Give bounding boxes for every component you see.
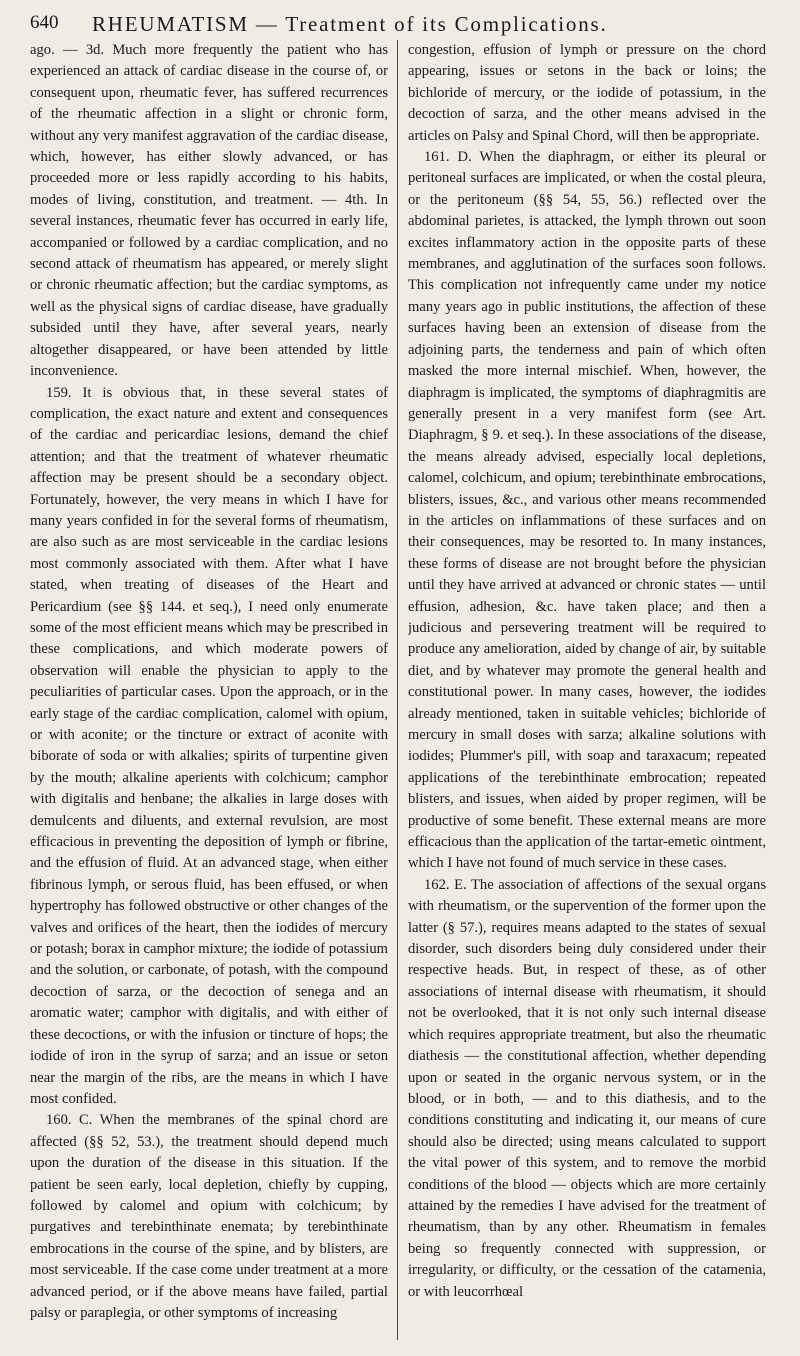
paragraph-160: 160. C. When the membranes of the spinal chord are affected (§§ 52, 53.), the treatment should depend much upon the duration of the disease in this situation. If the patient be seen early, local depletion, chiefly by cupping, followed by calomel and opium with colchicum; by purgatives and terebinthinate enemata; by terebinthinate embrocations in the course of the spine, and by blisters, are most serviceable. If the case come under treatment at a more advanced period, or if the above means have failed, partial palsy or paraplegia, or other symptoms of increasing <box>30 1112 388 1321</box>
text-columns <box>30 40 776 1340</box>
running-title: RHEUMATISM — Treatment of its Complications. <box>92 12 608 36</box>
paragraph-158-continued: ago. — 3d. Much more frequently the patient who has experienced an attack of cardiac disease in the course of, or consequent upon, rheumatic fever, has suffered recurrences of the rheumatic affection in a slight or chronic form, without any very manifest aggravation of the cardiac disease, which, however, has either slowly advanced, or has proceeded more or less rapidly according to his habits, modes of living, constitution, and treatment. — 4th. In several instances, rheumatic fever has occurred in early life, accompanied or followed by a cardiac complication, and no second attack of rheumatism has appeared, or merely slight or chronic rheumatic affection; but the cardiac symptoms, as well as the physical signs of cardiac disease, have gradually subsided until they have, after several years, nearly altogether disappeared, or have been attended by little inconvenience. <box>30 42 388 380</box>
column-divider <box>397 40 398 1340</box>
paragraph-162: 162. E. The association of affections of the sexual organs with rheumatism, or the supervention of the former upon the latter (§ 57.), requires means adapted to the states of sexual disorder, such disorders being duly considered under their respective heads. But, in respect of these, as of other associations of internal disease with rheumatism, it should not be overlooked, that it is not only such internal disease which requires appropriate treatment, but also the rheumatic diathesis — the constitutional affection, whether depending upon or seated in the organic nervous system, or in the blood, or in both, — and to this diathesis, and to the conditions constituting and indicating it, our means of cure should also be directed; using means calculated to support the vital power of this system, and to remove the morbid conditions of the blood — objects which are more certainly attained by the remedies I have advised for the treatment of rheumatism, than by any other. Rheumatism in females being so frequently connected with suppression, or irregularity, or difficulty, or the cessation of the catamenia, or with leucorrhœal <box>408 876 766 1300</box>
page-header <box>30 12 772 36</box>
paragraph-161: 161. D. When the diaphragm, or either its pleural or peritoneal surfaces are implicated, or when the costal pleura, or the peritoneum (§§ 54, 55, 56.) reflected over the abdominal parietes, is attacked, the lymph thrown out soon excites inflammatory action in the opposite parts of these membranes, and agglutination of the surfaces soon follows. This complication not infrequently came under my notice many years ago in public institutions, the affection of these surfaces having been an extension of disease from the adjoining parts, the tenderness and pain of which often masked the more internal mischief. When, however, the diaphragm is implicated, the symptoms of diaphragmitis are generally present in a very manifest form (see Art. Diaphragm, § 9. et seq.). In these associations of the disease, the means already advised, especially local depletions, calomel, colchicum, and opium; terebinthinate embrocations, blisters, issues, &c., and various other means recommended in the articles on inflammations of these surfaces and on their consequences, may be resorted to. In many instances, these forms of disease are not brought before the physician until they have arrived at advanced or chronic states — until effusion, adhesion, &c. have taken place; and then a judicious and persevering treatment will be required to produce any amelioration, aided by change of air, by suitable diet, and by whatever may promote the general health and constitutional power. In many cases, however, the iodides already mentioned, taken in suitable vehicles; bichloride of mercury in small doses with sarza; alkaline solutions with iodides; Plummer's pill, with soap and taraxacum; repeated applications of the terebinthinate embrocation; repeated blisters, and issues, when aided by proper regimen, will be productive of some benefit. These external means are more efficacious than the application of the tartar-emetic ointment, which I have not found of much service in these cases. <box>408 149 766 872</box>
left-column <box>30 40 388 1340</box>
paragraph-160-continued: congestion, effusion of lymph or pressure on the chord appearing, issues or setons in the back or loins; the bichloride of mercury, or the iodide of potassium, in the decoction of sarza, and the other means advised in the articles on Palsy and Spinal Chord, will then be appropriate. <box>408 42 766 144</box>
right-column <box>408 40 766 1340</box>
page-number: 640 <box>30 12 59 33</box>
paragraph-159: 159. It is obvious that, in these several states of complication, the exact nature and extent and consequences of the cardiac and pericardiac lesions, demand the chief attention; and that the treatment of whatever rheumatic affection may be present should be a secondary object. Fortunately, however, the very means in which I have for many years confided in for the several forms of rheumatism, are also such as are most serviceable in the cardiac lesions most commonly associated with them. After what I have stated, when treating of diseases of the Heart and Pericardium (see §§ 144. et seq.), I need only enumerate some of the most efficient means which may be prescribed in these complications, and which moderate powers of observation will enable the physician to apply to the peculiarities of particular cases. Upon the approach, or in the early stage of the cardiac complication, calomel with opium, or with aconite; or the tincture or extract of aconite with biborate of soda or with alkalies; spirits of turpentine given by the mouth; alkaline aperients with colchicum; camphor with digitalis and henbane; the alkalies in large doses with demulcents and diluents, and external revulsion, are most efficacious in preventing the deposition of lymph or fibrine, and the effusion of fluid. At an advanced stage, when either fibrinous lymph, or serous fluid, has been effused, or when hypertrophy has followed obstructive or other changes of the valves and orifices of the heart, then the iodides of mercury or potash; borax in camphor mixture; the iodide of potassium and the solution, or carbonate, of potash, with the compound decoction of sarza, or the decoction of senega and an aromatic water; camphor with digitalis, and with either of these decoctions, or with the infusion or tincture of hops; the iodide of iron in the syrup of sarza; and an issue or seton near the margin of the ribs, are the means in which I have most confided. <box>30 384 388 1107</box>
